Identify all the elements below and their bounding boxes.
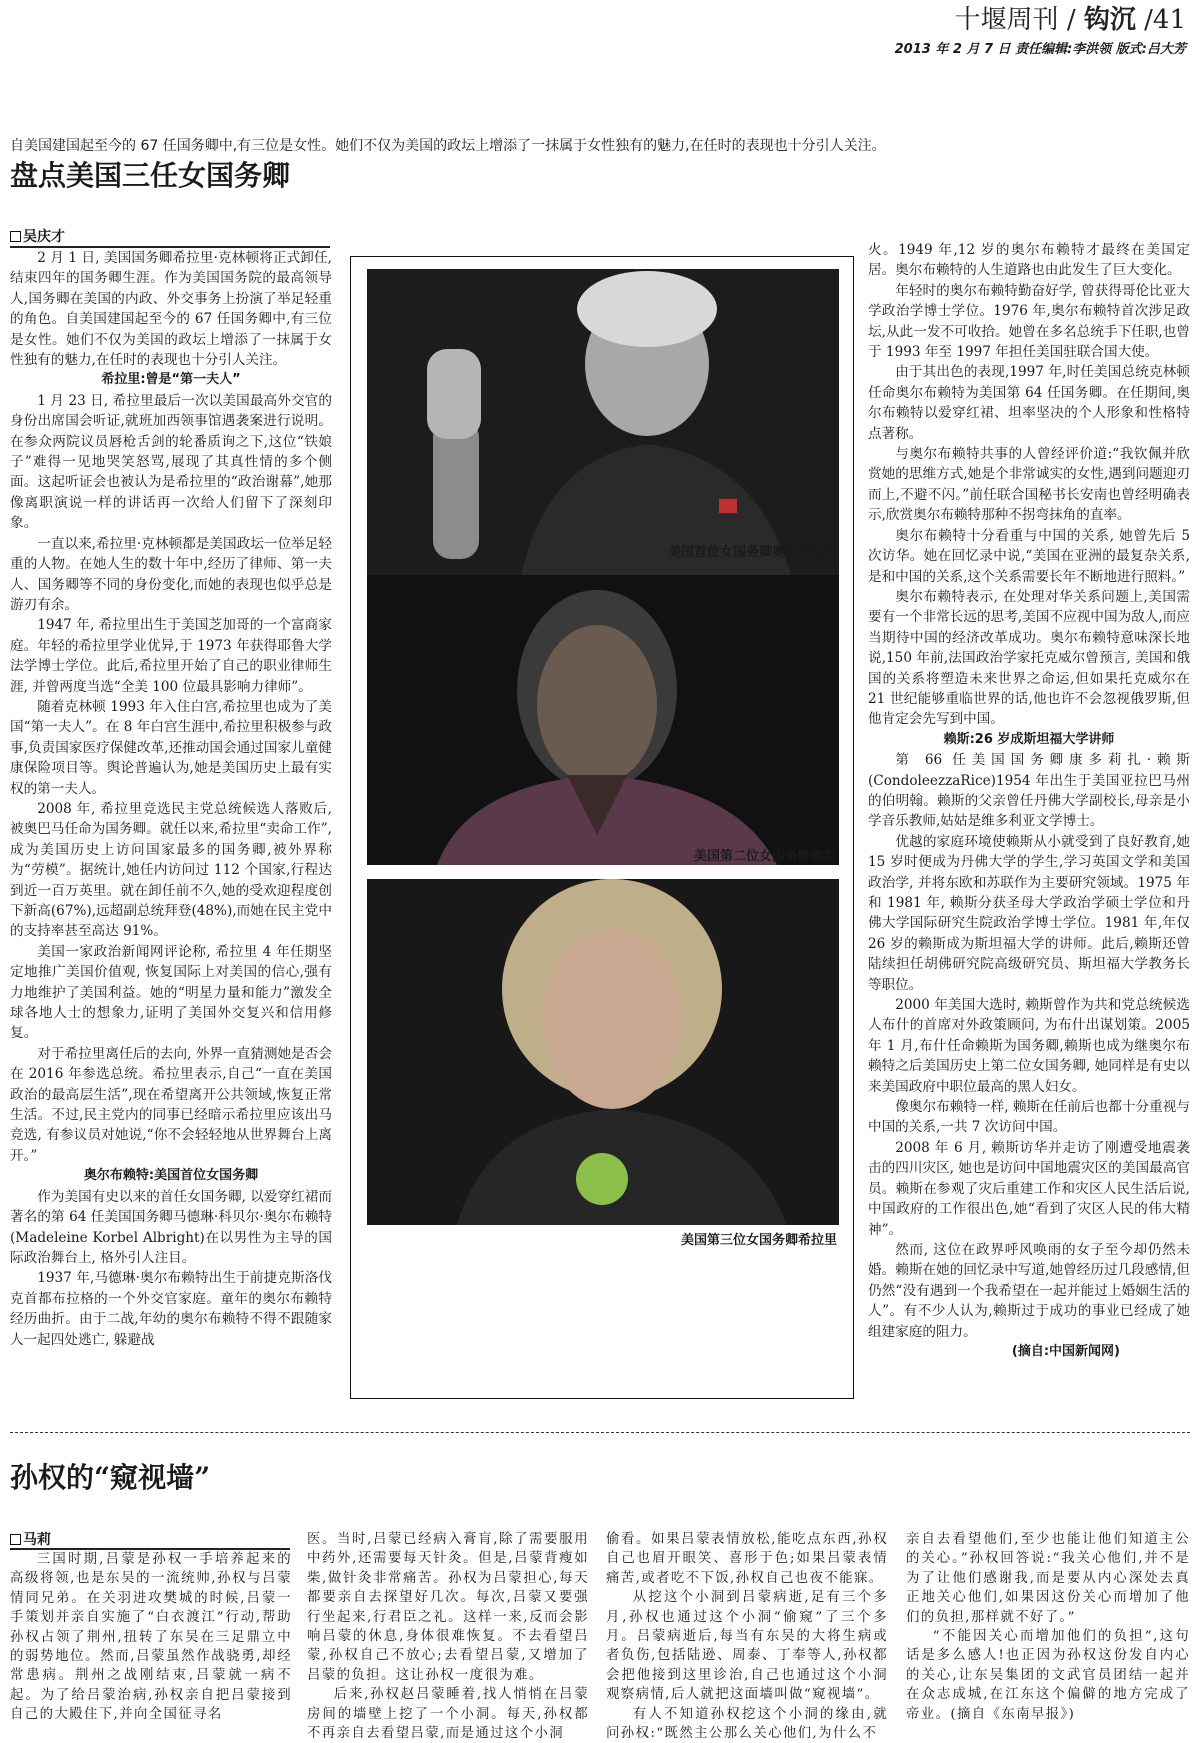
paragraph: 像奥尔布赖特一样, 赖斯在任前后也都十分重视与中国的关系,一共 7 次访问中国。 xyxy=(868,1099,1190,1136)
byline-box-icon xyxy=(10,231,21,242)
date-editor-line: 2013 年 2 月 7 日 责任编辑:李洪领 版式:吕大芳 xyxy=(894,42,1186,57)
paragraph: 医。当时,吕蒙已经病入膏肓,除了需要服用中药外,还需要每天针灸。但是,吕蒙背瘦如柴,做针灸非常痛苦。孙权为吕蒙担心,每天都要亲自去探望好几次。每次,吕蒙又要强行坐起来,行君臣之礼。这样一来,反而会影响吕蒙的休息,身体很难恢复。不去看望吕蒙,孙权自己不放心;去看望吕蒙,又增加了吕蒙的负担。这让孙权一度很为难。 xyxy=(307,1532,589,1683)
section-name: 钩沉 xyxy=(1083,5,1136,35)
paragraph: 火。1949 年,12 岁的奥尔布赖特才最终在美国定居。奥尔布赖特的人生道路也由此发生了巨大变化。 xyxy=(868,242,1190,279)
article-column-1 xyxy=(10,248,332,1410)
paragraph: 有人不知道孙权挖这个小洞的缘由,就问孙权:“既然主公那么关心他们,为什么不 xyxy=(606,1706,888,1742)
paragraph: 偷看。如果吕蒙表情放松,能吃点东西,孙权自己也眉开眼笑、喜形于色;如果吕蒙表情痛苦,或者吃不下饭,孙权自己也夜不能寐。 xyxy=(606,1532,888,1586)
paragraph: 2008 年, 希拉里竞选民主党总统候选人落败后,被奥巴马任命为国务卿。就任以来,希拉里“卖命工作”,成为美国历史上访问国家最多的国务卿,被外界称为“劳模”。据统计,她任内访问过 112 个国家,行程达到近一百万英里。就在卸任前不久,她的受欢迎程度创下新高(67%),远超副总统拜登(48%),而她在民主党中的支持率甚至高达 91%。 xyxy=(10,800,332,940)
paragraph: 2000 年美国大选时, 赖斯曾作为共和党总统候选人布什的首席对外政策顾问, 为布什出谋划策。2005 年 1 月,布什任命赖斯为国务卿,赖斯也成为继奥尔布赖特之后美国历史上第二位女国务卿, 她同样是有史以来美国政府中职位最高的黑人妇女。 xyxy=(868,997,1190,1095)
paragraph: 由于其出色的表现,1997 年,时任美国总统克林顿任命奥尔布赖特为美国第 64 任国务卿。在任期间,奥尔布赖特以爱穿红裙、坦率坚决的个人形象和性格特点著称。 xyxy=(868,364,1190,442)
article2-headline: 孙权的“窥视墙” xyxy=(10,1461,211,1494)
paragraph: 亲自去看望他们,至少也能让他们知道主公的关心。”孙权回答说:“我关心他们,并不是为了让他们感谢我,而是要从内心深处去真正地关心他们,如果因这份关心而增加了他们的负担,那样就不好了。” xyxy=(906,1532,1190,1625)
paragraph: 1937 年,马德琳·奥尔布赖特出生于前捷克斯洛伐克首都布拉格的一个外交官家庭。童年的奥尔布赖特经历曲折。由于二战,年幼的奥尔布赖特不得不跟随家人一起四处逃亡, 躲避战 xyxy=(10,1270,332,1348)
article2-byline-author: 马莉 xyxy=(23,1532,51,1548)
paragraph: 随着克林顿 1993 年入住白宫,希拉里也成为了美国“第一夫人”。在 8 年白宫生涯中,希拉里积极参与政事,负责国家医疗保健改革,还推动国会通过国家儿童健康保险项目等。舆论普遍认为,她是美国历史上最有实权的第一夫人。 xyxy=(10,698,332,797)
article2-column-4 xyxy=(906,1530,1190,1722)
paragraph: 优越的家庭环境使赖斯从小就受到了良好教育,她 15 岁时便成为丹佛大学的学生,学习英国文学和美国政治学, 并将东欧和苏联作为主要研究领域。1975 年和 1981 年, 赖斯分获圣母大学政治学硕士学位和丹佛大学国际研究生院政治学博士学位。1981 年,年仅 26 岁的赖斯成为斯坦福大学的讲师。此后,赖斯还曾陆续担任胡佛研究院高级研究员、斯坦福大学教务长等职位。 xyxy=(868,833,1190,993)
paper-name: 十堰周刊 xyxy=(954,5,1059,35)
subheading: 希拉里:曾是“第一夫人” xyxy=(101,372,241,388)
article-column-3 xyxy=(868,240,1190,1410)
photo-rice xyxy=(367,575,839,865)
paragraph: 然而, 这位在政界呼风唤雨的女子至今却仍然未婚。赖斯在她的回忆录中写道,她曾经历过几段感情,但仍然“没有遇到一个我希望在一起并能过上婚姻生活的人”。有不少人认为,赖斯过于成功的事业已经成了她组建家庭的阻力。 xyxy=(868,1241,1190,1340)
byline-box-icon xyxy=(10,1534,21,1545)
photo-caption-3: 美国第三位女国务卿希拉里 xyxy=(680,1233,837,1248)
paragraph: 2 月 1 日, 美国国务卿希拉里·克林顿将正式卸任,结束四年的国务卿生涯。作为美国国务院的最高领导人,国务卿在美国的内政、外交事务上扮演了举足轻重的角色。自美国建国起至今的 67 任国务卿中,有三位是女性。她们不仅为美国的政坛上增添了一抹属于女性独有的魅力,在任时的表现也十分引人关注。 xyxy=(10,250,332,369)
photo-block xyxy=(350,256,854,1399)
source-credit: (摘自:中国新闻网) xyxy=(1011,1343,1120,1359)
article-headline: 盘点美国三任女国务卿 xyxy=(10,159,291,192)
paragraph: 第 66 任美国国务卿康多莉扎·赖斯 (CondoleezzaRice)1954 年出生于美国亚拉巴马州的伯明翰。赖斯的父亲曾任丹佛大学副校长,母亲是小学音乐教师,姑姑是维多利亚文学博士。 xyxy=(868,752,1190,830)
paragraph: 1947 年, 希拉里出生于美国芝加哥的一个富商家庭。年轻的希拉里学业优异,于 1973 年获得耶鲁大学法学博士学位。此后,希拉里开始了自己的职业律师生涯, 并曾两度当选“全美 100 位最具影响力律师”。 xyxy=(10,617,332,695)
photo-caption-2: 美国第二位女国务卿赖斯 xyxy=(693,849,837,864)
masthead-title: 十堰周刊 / 钩沉 /41 xyxy=(954,5,1186,35)
article-deck: 自美国建国起至今的 67 任国务卿中,有三位是女性。她们不仅为美国的政坛上增添了一抹属于女性独有的魅力,在任时的表现也十分引人关注。 xyxy=(10,138,886,154)
subheading: 赖斯:26 岁成斯坦福大学讲师 xyxy=(943,731,1115,747)
paragraph: 三国时期,吕蒙是孙权一手培养起来的高级将领,也是东吴的一流统帅,孙权与吕蒙情同兄弟。在关羽进攻樊城的时候,吕蒙一手策划并亲自实施了“白衣渡江”行动,帮助孙权占领了荆州,扭转了东吴在三足鼎立中的弱势地位。然而,吕蒙虽然作战骁勇,却经常患病。荆州之战刚结束,吕蒙就一病不起。为了给吕蒙治病,孙权亲自把吕蒙接到自己的大殿住下,并向全国征寻名 xyxy=(10,1552,292,1723)
clinton-image-icon xyxy=(367,879,839,1225)
paragraph: 1 月 23 日, 希拉里最后一次以美国最高外交官的身份出席国会听证,就班加西领事馆遇袭案进行说明。在参众两院议员唇枪舌剑的轮番质询之下,这位“铁娘子”难得一见地哭笑怒骂,展现了其真性情的多个侧面。这起听证会也被认为是希拉里的“政治谢幕”,她那像离职演说一样的讲话再一次给人们留下了深刻印象。 xyxy=(10,392,332,532)
paragraph: 年轻时的奥尔布赖特勤奋好学, 曾获得哥伦比亚大学政治学博士学位。1976 年,奥尔布赖特首次涉足政坛,从此一发不可收拾。她曾在多名总统手下任职,也曾于 1993 年至 1997 年担任美国驻联合国大使。 xyxy=(868,282,1190,361)
photo-caption-1: 美国首位女国务卿奥尔布赖特 xyxy=(667,545,837,560)
paragraph: 奥尔布赖特表示, 在处理对华关系问题上,美国需要有一个非常长远的思考,美国不应视中国为敌人,而应当期待中国的经济改革成功。奥尔布赖特意味深长地说,150 年前,法国政治学家托克威尔曾预言, 美国和俄国的关系将塑造未来世界之命运,但如果托克威尔在 21 世纪能够重临世界的话,他也许不会忽视俄罗斯,但他肯定会先写到中国。 xyxy=(868,588,1190,728)
paragraph: 对于希拉里离任后的去向, 外界一直猜测她是否会在 2016 年参选总统。希拉里表示,自己“一直在美国政治的最高层生活”,现在希望离开公共领域,恢复正常生活。不过,民主党内的同事已经暗示希拉里应该出马竞选, 有参议员对她说,“你不会轻轻地从世界舞台上离开。” xyxy=(10,1045,332,1164)
article2-column-1 xyxy=(10,1550,292,1729)
paragraph: “不能因关心而增加他们的负担”,这句话是多么感人!也正因为孙权这份发自内心的关心,让东吴集团的文武官员团结一起并在众志成城,在江东这个偏僻的地方完成了帝业。(摘自《东南早报》) xyxy=(906,1629,1190,1722)
article2-column-2 xyxy=(307,1530,589,1742)
page-number: 41 xyxy=(1152,5,1186,35)
byline xyxy=(10,226,65,248)
paragraph: 与奥尔布赖特共事的人曾经评价道:“我钦佩并欣赏她的思维方式,她是个非常诚实的女性,遇到问题迎刃而上,不避不闪。”前任联合国秘书长安南也曾经明确表示,欣赏奥尔布赖特那种不拐弯抹角的直率。 xyxy=(868,446,1190,524)
rice-image-icon xyxy=(367,575,839,865)
paragraph: 美国一家政治新闻网评论称, 希拉里 4 年任期坚定地推广美国价值观, 恢复国际上对美国的信心,强有力地维护了美国利益。她的“明星力量和能力”激发全球各地人士的想象力,证明了美国外交复兴和信用修复。 xyxy=(10,943,332,1042)
photo-clinton xyxy=(367,879,839,1225)
paragraph: 从挖这个小洞到吕蒙病逝,足有三个多月,孙权也通过这个小洞“偷窥”了三个多月。吕蒙病逝后,每当有东吴的大将生病或者负伤,包括陆逊、周泰、丁奉等人,孙权都会把他接到这里诊治,自己也通过这个小洞观察病情,后人就把这面墙叫做“窥视墙”。 xyxy=(606,1590,888,1703)
subheading: 奥尔布赖特:美国首位女国务卿 xyxy=(83,1168,259,1184)
byline-author: 吴庆才 xyxy=(23,229,65,245)
paragraph: 作为美国有史以来的首任女国务卿, 以爱穿红裙而著名的第 64 任美国国务卿马德琳·科贝尔·奥尔布赖特 (Madeleine Korbel Albright)在以男性为主导的国际政治舞台上, 格外引人注目。 xyxy=(10,1188,332,1266)
section-divider xyxy=(10,1432,1190,1433)
masthead xyxy=(586,4,1186,57)
paragraph: 2008 年 6 月, 赖斯访华并走访了刚遭受地震袭击的四川灾区, 她也是访问中国地震灾区的美国最高官员。赖斯在参观了灾后重建工作和灾区人民生活后说,中国政府的工作很出色,她“看到了灾区人民的伟大精神”。 xyxy=(868,1139,1190,1238)
paragraph: 奥尔布赖特十分看重与中国的关系, 她曾先后 5 次访华。她在回忆录中说,“美国在亚洲的最复杂关系,是和中国的关系,这个关系需要长年不断地进行照料。” xyxy=(868,527,1190,585)
paragraph: 一直以来,希拉里·克林顿都是美国政坛一位举足轻重的人物。在她人生的数十年中,经历了律师、第一夫人、国务卿等不同的身份变化,而她的表现也似乎总是游刃有余。 xyxy=(10,535,332,613)
article2-column-3 xyxy=(606,1530,888,1742)
paragraph: 后来,孙权赵吕蒙睡着,找人悄悄在吕蒙房间的墙壁上挖了一个小洞。每天,孙权都不再亲自去看望吕蒙,而是通过这个小洞 xyxy=(307,1687,589,1742)
